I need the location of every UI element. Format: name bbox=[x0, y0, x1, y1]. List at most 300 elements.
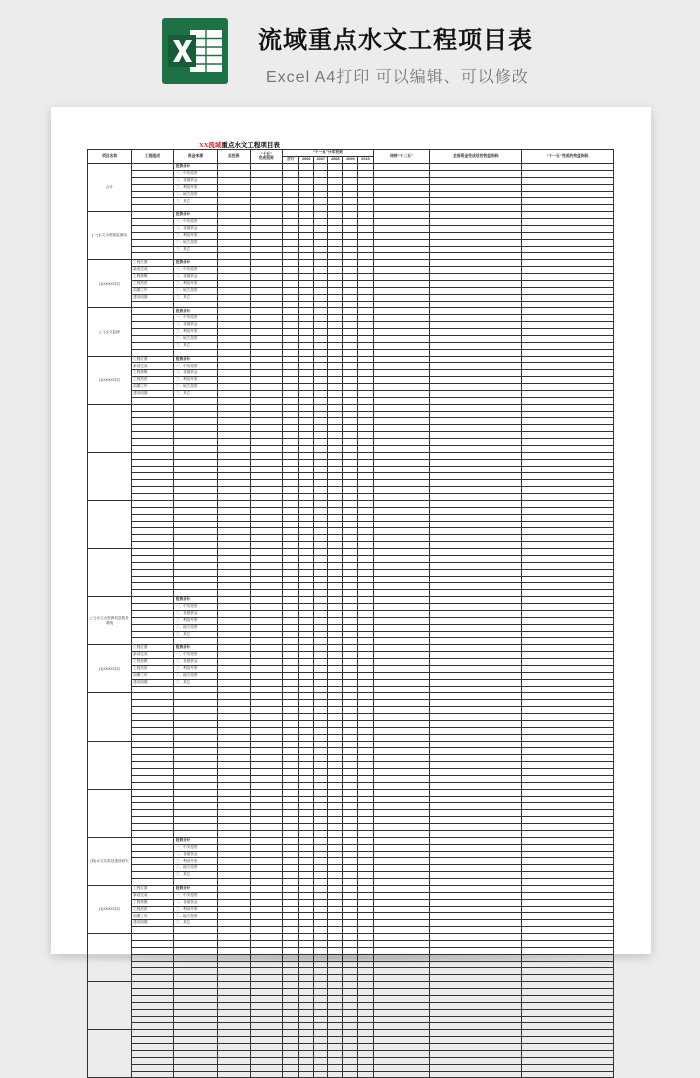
data-cell[interactable] bbox=[218, 280, 251, 287]
data-cell[interactable] bbox=[218, 432, 251, 439]
data-cell[interactable] bbox=[430, 1071, 522, 1078]
funding-source-cell[interactable]: 二、各级资金 bbox=[173, 274, 217, 281]
data-cell[interactable] bbox=[522, 1002, 614, 1009]
composition-cell[interactable] bbox=[132, 1023, 174, 1030]
data-cell[interactable] bbox=[283, 906, 299, 913]
data-cell[interactable] bbox=[283, 714, 299, 721]
data-cell[interactable] bbox=[283, 989, 299, 996]
data-cell[interactable] bbox=[343, 597, 358, 604]
data-cell[interactable] bbox=[283, 679, 299, 686]
data-cell[interactable] bbox=[250, 920, 283, 927]
data-cell[interactable] bbox=[250, 679, 283, 686]
data-cell[interactable] bbox=[358, 803, 373, 810]
data-cell[interactable] bbox=[250, 659, 283, 666]
data-cell[interactable] bbox=[314, 940, 328, 947]
data-cell[interactable] bbox=[343, 219, 358, 226]
data-cell[interactable] bbox=[218, 631, 251, 638]
data-cell[interactable] bbox=[328, 803, 343, 810]
funding-source-cell[interactable] bbox=[173, 817, 217, 824]
data-cell[interactable] bbox=[328, 927, 343, 934]
data-cell[interactable] bbox=[314, 315, 328, 322]
data-cell[interactable] bbox=[373, 1009, 430, 1016]
data-cell[interactable] bbox=[522, 906, 614, 913]
data-cell[interactable] bbox=[430, 494, 522, 501]
data-cell[interactable] bbox=[250, 514, 283, 521]
data-cell[interactable] bbox=[328, 769, 343, 776]
data-cell[interactable] bbox=[314, 968, 328, 975]
funding-source-cell[interactable]: 三、利用外资 bbox=[173, 617, 217, 624]
funding-source-cell[interactable]: 投资合计 bbox=[173, 837, 217, 844]
data-cell[interactable] bbox=[299, 1050, 314, 1057]
data-cell[interactable] bbox=[430, 562, 522, 569]
funding-source-cell[interactable] bbox=[173, 528, 217, 535]
data-cell[interactable] bbox=[283, 253, 299, 260]
data-cell[interactable] bbox=[218, 789, 251, 796]
funding-source-cell[interactable] bbox=[173, 741, 217, 748]
data-cell[interactable] bbox=[343, 940, 358, 947]
data-cell[interactable] bbox=[314, 439, 328, 446]
data-cell[interactable] bbox=[328, 205, 343, 212]
data-cell[interactable] bbox=[522, 363, 614, 370]
data-cell[interactable] bbox=[430, 645, 522, 652]
data-cell[interactable] bbox=[373, 741, 430, 748]
data-cell[interactable] bbox=[314, 1044, 328, 1051]
data-cell[interactable] bbox=[218, 837, 251, 844]
funding-source-cell[interactable] bbox=[173, 1044, 217, 1051]
data-cell[interactable] bbox=[218, 913, 251, 920]
project-name-cell[interactable]: (二)水文监测 bbox=[88, 308, 132, 356]
data-cell[interactable] bbox=[373, 1030, 430, 1037]
composition-cell[interactable] bbox=[132, 865, 174, 872]
data-cell[interactable] bbox=[522, 837, 614, 844]
data-cell[interactable] bbox=[373, 521, 430, 528]
data-cell[interactable] bbox=[283, 762, 299, 769]
data-cell[interactable] bbox=[343, 1037, 358, 1044]
data-cell[interactable] bbox=[283, 191, 299, 198]
data-cell[interactable] bbox=[314, 858, 328, 865]
funding-source-cell[interactable]: 一、中央投资 bbox=[173, 844, 217, 851]
data-cell[interactable] bbox=[358, 418, 373, 425]
data-cell[interactable] bbox=[343, 349, 358, 356]
data-cell[interactable] bbox=[358, 892, 373, 899]
data-cell[interactable] bbox=[358, 686, 373, 693]
data-cell[interactable] bbox=[358, 782, 373, 789]
data-cell[interactable] bbox=[314, 466, 328, 473]
data-cell[interactable] bbox=[250, 865, 283, 872]
data-cell[interactable] bbox=[358, 906, 373, 913]
data-cell[interactable] bbox=[218, 989, 251, 996]
funding-source-cell[interactable] bbox=[173, 452, 217, 459]
data-cell[interactable] bbox=[328, 232, 343, 239]
data-cell[interactable] bbox=[283, 308, 299, 315]
data-cell[interactable] bbox=[299, 769, 314, 776]
data-cell[interactable] bbox=[283, 521, 299, 528]
data-cell[interactable] bbox=[522, 225, 614, 232]
data-cell[interactable] bbox=[250, 892, 283, 899]
data-cell[interactable] bbox=[358, 267, 373, 274]
data-cell[interactable] bbox=[283, 755, 299, 762]
data-cell[interactable] bbox=[328, 982, 343, 989]
data-cell[interactable] bbox=[328, 384, 343, 391]
data-cell[interactable] bbox=[430, 219, 522, 226]
data-cell[interactable] bbox=[373, 576, 430, 583]
data-cell[interactable] bbox=[283, 390, 299, 397]
data-cell[interactable] bbox=[343, 198, 358, 205]
data-cell[interactable] bbox=[314, 583, 328, 590]
data-cell[interactable] bbox=[343, 212, 358, 219]
data-cell[interactable] bbox=[343, 418, 358, 425]
data-cell[interactable] bbox=[328, 872, 343, 879]
funding-source-cell[interactable]: 二、地方投资 bbox=[173, 865, 217, 872]
data-cell[interactable] bbox=[430, 755, 522, 762]
data-cell[interactable] bbox=[358, 494, 373, 501]
data-cell[interactable] bbox=[430, 191, 522, 198]
data-cell[interactable] bbox=[218, 562, 251, 569]
funding-source-cell[interactable]: 二、地方投资 bbox=[173, 191, 217, 198]
data-cell[interactable] bbox=[250, 638, 283, 645]
data-cell[interactable] bbox=[430, 370, 522, 377]
data-cell[interactable] bbox=[328, 741, 343, 748]
data-cell[interactable] bbox=[299, 645, 314, 652]
data-cell[interactable] bbox=[343, 803, 358, 810]
data-cell[interactable] bbox=[218, 569, 251, 576]
data-cell[interactable] bbox=[343, 315, 358, 322]
data-cell[interactable] bbox=[522, 425, 614, 432]
data-cell[interactable] bbox=[430, 810, 522, 817]
composition-cell[interactable] bbox=[132, 796, 174, 803]
funding-source-cell[interactable]: 三、利用外资 bbox=[173, 280, 217, 287]
data-cell[interactable] bbox=[358, 830, 373, 837]
data-cell[interactable] bbox=[373, 686, 430, 693]
data-cell[interactable] bbox=[250, 782, 283, 789]
data-cell[interactable] bbox=[218, 466, 251, 473]
funding-source-cell[interactable]: 三、其它 bbox=[173, 294, 217, 301]
data-cell[interactable] bbox=[373, 775, 430, 782]
data-cell[interactable] bbox=[430, 610, 522, 617]
data-cell[interactable] bbox=[358, 940, 373, 947]
data-cell[interactable] bbox=[373, 177, 430, 184]
data-cell[interactable] bbox=[343, 1009, 358, 1016]
data-cell[interactable] bbox=[283, 542, 299, 549]
data-cell[interactable] bbox=[218, 164, 251, 171]
funding-source-cell[interactable]: 二、各级资金 bbox=[173, 659, 217, 666]
data-cell[interactable] bbox=[343, 184, 358, 191]
data-cell[interactable] bbox=[218, 645, 251, 652]
data-cell[interactable] bbox=[314, 212, 328, 219]
data-cell[interactable] bbox=[328, 507, 343, 514]
data-cell[interactable] bbox=[430, 390, 522, 397]
data-cell[interactable] bbox=[430, 982, 522, 989]
data-cell[interactable] bbox=[358, 356, 373, 363]
data-cell[interactable] bbox=[343, 968, 358, 975]
data-cell[interactable] bbox=[283, 418, 299, 425]
composition-cell[interactable] bbox=[132, 480, 174, 487]
data-cell[interactable] bbox=[299, 1064, 314, 1071]
data-cell[interactable] bbox=[358, 390, 373, 397]
data-cell[interactable] bbox=[250, 287, 283, 294]
data-cell[interactable] bbox=[358, 707, 373, 714]
data-cell[interactable] bbox=[328, 287, 343, 294]
data-cell[interactable] bbox=[358, 562, 373, 569]
data-cell[interactable] bbox=[250, 610, 283, 617]
data-cell[interactable] bbox=[314, 542, 328, 549]
composition-cell[interactable] bbox=[132, 748, 174, 755]
data-cell[interactable] bbox=[358, 899, 373, 906]
data-cell[interactable] bbox=[328, 219, 343, 226]
data-cell[interactable] bbox=[250, 1002, 283, 1009]
funding-source-cell[interactable] bbox=[173, 205, 217, 212]
data-cell[interactable] bbox=[343, 830, 358, 837]
data-cell[interactable] bbox=[430, 418, 522, 425]
data-cell[interactable] bbox=[522, 184, 614, 191]
data-cell[interactable] bbox=[218, 1071, 251, 1078]
data-cell[interactable] bbox=[430, 686, 522, 693]
data-cell[interactable] bbox=[522, 755, 614, 762]
data-cell[interactable] bbox=[218, 335, 251, 342]
data-cell[interactable] bbox=[343, 824, 358, 831]
composition-cell[interactable] bbox=[132, 205, 174, 212]
data-cell[interactable] bbox=[314, 390, 328, 397]
data-cell[interactable] bbox=[328, 624, 343, 631]
data-cell[interactable] bbox=[373, 1071, 430, 1078]
composition-cell[interactable] bbox=[132, 1009, 174, 1016]
composition-cell[interactable]: 工程位置 bbox=[132, 645, 174, 652]
data-cell[interactable] bbox=[522, 920, 614, 927]
data-cell[interactable] bbox=[250, 452, 283, 459]
funding-source-cell[interactable] bbox=[173, 432, 217, 439]
data-cell[interactable] bbox=[430, 521, 522, 528]
composition-cell[interactable] bbox=[132, 817, 174, 824]
data-cell[interactable] bbox=[522, 817, 614, 824]
data-cell[interactable] bbox=[522, 617, 614, 624]
funding-source-cell[interactable] bbox=[173, 480, 217, 487]
data-cell[interactable] bbox=[373, 294, 430, 301]
data-cell[interactable] bbox=[522, 170, 614, 177]
data-cell[interactable] bbox=[299, 246, 314, 253]
data-cell[interactable] bbox=[358, 844, 373, 851]
data-cell[interactable] bbox=[328, 610, 343, 617]
data-cell[interactable] bbox=[299, 342, 314, 349]
data-cell[interactable] bbox=[373, 679, 430, 686]
data-cell[interactable] bbox=[299, 851, 314, 858]
composition-cell[interactable] bbox=[132, 494, 174, 501]
data-cell[interactable] bbox=[373, 274, 430, 281]
data-cell[interactable] bbox=[314, 301, 328, 308]
data-cell[interactable] bbox=[283, 569, 299, 576]
data-cell[interactable] bbox=[299, 892, 314, 899]
data-cell[interactable] bbox=[328, 734, 343, 741]
funding-source-cell[interactable]: 一、中央投资 bbox=[173, 219, 217, 226]
data-cell[interactable] bbox=[430, 1030, 522, 1037]
data-cell[interactable] bbox=[430, 604, 522, 611]
data-cell[interactable] bbox=[373, 205, 430, 212]
data-cell[interactable] bbox=[314, 411, 328, 418]
data-cell[interactable] bbox=[283, 1050, 299, 1057]
data-cell[interactable] bbox=[218, 1016, 251, 1023]
data-cell[interactable] bbox=[299, 672, 314, 679]
data-cell[interactable] bbox=[343, 439, 358, 446]
data-cell[interactable] bbox=[343, 789, 358, 796]
data-cell[interactable] bbox=[343, 500, 358, 507]
data-cell[interactable] bbox=[250, 494, 283, 501]
funding-source-cell[interactable] bbox=[173, 1030, 217, 1037]
data-cell[interactable] bbox=[299, 659, 314, 666]
data-cell[interactable] bbox=[343, 837, 358, 844]
composition-cell[interactable] bbox=[132, 555, 174, 562]
data-cell[interactable] bbox=[522, 287, 614, 294]
data-cell[interactable] bbox=[328, 934, 343, 941]
data-cell[interactable] bbox=[522, 769, 614, 776]
data-cell[interactable] bbox=[218, 782, 251, 789]
data-cell[interactable] bbox=[328, 500, 343, 507]
data-cell[interactable] bbox=[328, 356, 343, 363]
data-cell[interactable] bbox=[299, 555, 314, 562]
data-cell[interactable] bbox=[218, 212, 251, 219]
data-cell[interactable] bbox=[283, 885, 299, 892]
data-cell[interactable] bbox=[283, 335, 299, 342]
funding-source-cell[interactable] bbox=[173, 748, 217, 755]
data-cell[interactable] bbox=[522, 514, 614, 521]
data-cell[interactable] bbox=[373, 995, 430, 1002]
data-cell[interactable] bbox=[358, 796, 373, 803]
funding-source-cell[interactable]: 三、利用外资 bbox=[173, 665, 217, 672]
composition-cell[interactable] bbox=[132, 700, 174, 707]
data-cell[interactable] bbox=[358, 920, 373, 927]
data-cell[interactable] bbox=[328, 920, 343, 927]
data-cell[interactable] bbox=[299, 885, 314, 892]
data-cell[interactable] bbox=[299, 322, 314, 329]
data-cell[interactable] bbox=[373, 879, 430, 886]
data-cell[interactable] bbox=[314, 452, 328, 459]
data-cell[interactable] bbox=[358, 170, 373, 177]
data-cell[interactable] bbox=[218, 968, 251, 975]
data-cell[interactable] bbox=[358, 212, 373, 219]
data-cell[interactable] bbox=[314, 879, 328, 886]
data-cell[interactable] bbox=[314, 975, 328, 982]
data-cell[interactable] bbox=[430, 851, 522, 858]
data-cell[interactable] bbox=[218, 1030, 251, 1037]
data-cell[interactable] bbox=[299, 707, 314, 714]
data-cell[interactable] bbox=[343, 982, 358, 989]
funding-source-cell[interactable] bbox=[173, 439, 217, 446]
data-cell[interactable] bbox=[430, 769, 522, 776]
data-cell[interactable] bbox=[218, 267, 251, 274]
data-cell[interactable] bbox=[343, 1057, 358, 1064]
data-cell[interactable] bbox=[343, 542, 358, 549]
composition-cell[interactable] bbox=[132, 1037, 174, 1044]
composition-cell[interactable] bbox=[132, 789, 174, 796]
data-cell[interactable] bbox=[430, 404, 522, 411]
data-cell[interactable] bbox=[430, 322, 522, 329]
data-cell[interactable] bbox=[430, 968, 522, 975]
funding-source-cell[interactable] bbox=[173, 830, 217, 837]
composition-cell[interactable] bbox=[132, 734, 174, 741]
data-cell[interactable] bbox=[250, 830, 283, 837]
data-cell[interactable] bbox=[299, 714, 314, 721]
data-cell[interactable] bbox=[430, 377, 522, 384]
data-cell[interactable] bbox=[430, 590, 522, 597]
composition-cell[interactable] bbox=[132, 452, 174, 459]
data-cell[interactable] bbox=[430, 1037, 522, 1044]
data-cell[interactable] bbox=[218, 995, 251, 1002]
data-cell[interactable] bbox=[218, 796, 251, 803]
data-cell[interactable] bbox=[522, 872, 614, 879]
funding-source-cell[interactable]: 投资合计 bbox=[173, 260, 217, 267]
data-cell[interactable] bbox=[314, 665, 328, 672]
data-cell[interactable] bbox=[522, 445, 614, 452]
project-name-cell[interactable] bbox=[88, 549, 132, 597]
data-cell[interactable] bbox=[218, 927, 251, 934]
data-cell[interactable] bbox=[250, 212, 283, 219]
data-cell[interactable] bbox=[218, 459, 251, 466]
data-cell[interactable] bbox=[314, 989, 328, 996]
funding-source-cell[interactable]: 二、各级资金 bbox=[173, 851, 217, 858]
data-cell[interactable] bbox=[218, 899, 251, 906]
data-cell[interactable] bbox=[283, 748, 299, 755]
data-cell[interactable] bbox=[299, 686, 314, 693]
project-name-cell[interactable]: (1)XXXX项目 bbox=[88, 885, 132, 933]
composition-cell[interactable]: 新设完成 bbox=[132, 892, 174, 899]
data-cell[interactable] bbox=[328, 1009, 343, 1016]
composition-cell[interactable] bbox=[132, 562, 174, 569]
data-cell[interactable] bbox=[373, 315, 430, 322]
data-cell[interactable] bbox=[522, 384, 614, 391]
data-cell[interactable] bbox=[430, 480, 522, 487]
funding-source-cell[interactable] bbox=[173, 542, 217, 549]
composition-cell[interactable] bbox=[132, 535, 174, 542]
data-cell[interactable] bbox=[373, 487, 430, 494]
data-cell[interactable] bbox=[314, 1016, 328, 1023]
composition-cell[interactable] bbox=[132, 315, 174, 322]
composition-cell[interactable] bbox=[132, 707, 174, 714]
funding-source-cell[interactable] bbox=[173, 796, 217, 803]
data-cell[interactable] bbox=[299, 500, 314, 507]
data-cell[interactable] bbox=[343, 934, 358, 941]
composition-cell[interactable] bbox=[132, 329, 174, 336]
data-cell[interactable] bbox=[430, 844, 522, 851]
data-cell[interactable] bbox=[314, 528, 328, 535]
data-cell[interactable] bbox=[522, 356, 614, 363]
data-cell[interactable] bbox=[218, 253, 251, 260]
composition-cell[interactable] bbox=[132, 308, 174, 315]
data-cell[interactable] bbox=[250, 191, 283, 198]
composition-cell[interactable] bbox=[132, 232, 174, 239]
data-cell[interactable] bbox=[218, 920, 251, 927]
funding-source-cell[interactable] bbox=[173, 535, 217, 542]
data-cell[interactable] bbox=[299, 445, 314, 452]
data-cell[interactable] bbox=[343, 927, 358, 934]
composition-cell[interactable] bbox=[132, 521, 174, 528]
data-cell[interactable] bbox=[218, 555, 251, 562]
data-cell[interactable] bbox=[299, 693, 314, 700]
data-cell[interactable] bbox=[373, 906, 430, 913]
data-cell[interactable] bbox=[299, 741, 314, 748]
data-cell[interactable] bbox=[250, 1057, 283, 1064]
composition-cell[interactable] bbox=[132, 927, 174, 934]
data-cell[interactable] bbox=[218, 500, 251, 507]
data-cell[interactable] bbox=[314, 487, 328, 494]
data-cell[interactable] bbox=[250, 404, 283, 411]
data-cell[interactable] bbox=[299, 775, 314, 782]
data-cell[interactable] bbox=[250, 597, 283, 604]
data-cell[interactable] bbox=[358, 1030, 373, 1037]
data-cell[interactable] bbox=[218, 232, 251, 239]
data-cell[interactable] bbox=[328, 665, 343, 672]
composition-cell[interactable] bbox=[132, 837, 174, 844]
data-cell[interactable] bbox=[343, 707, 358, 714]
funding-source-cell[interactable]: 三、利用外资 bbox=[173, 906, 217, 913]
data-cell[interactable] bbox=[328, 1064, 343, 1071]
